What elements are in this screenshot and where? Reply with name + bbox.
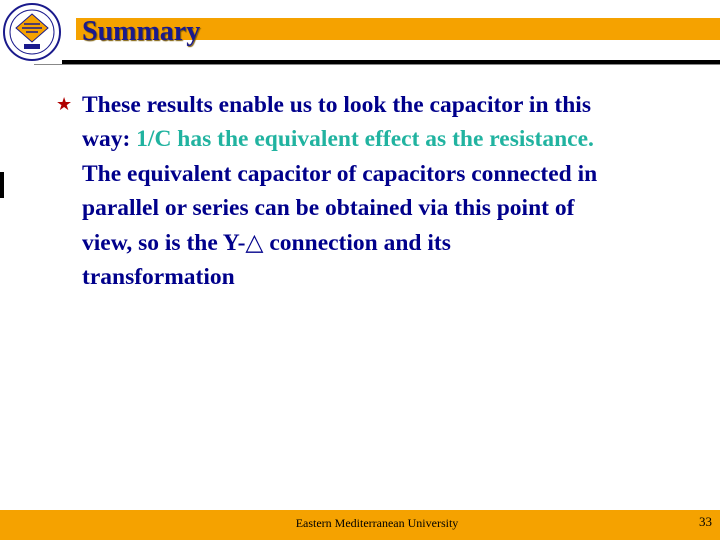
line-2-start: way: <box>82 126 137 153</box>
text-line <box>82 191 712 225</box>
highlighted-statement: 1/C has the equivalent effect as the resistance. <box>136 126 594 153</box>
star-bullet-icon: ★ <box>56 94 73 115</box>
line-1: These results enable us to look the capacitor in this <box>82 92 591 118</box>
text-line <box>82 260 712 294</box>
page-title: Summary <box>82 16 201 47</box>
text-line <box>82 225 712 260</box>
line-6: transformation <box>82 264 235 291</box>
left-edge-mark <box>0 172 4 198</box>
line-5-start: view, so is the Y- <box>82 230 246 257</box>
page-number: 33 <box>699 514 712 529</box>
text-line <box>82 157 712 191</box>
text-line <box>82 122 712 156</box>
line-4: parallel or series can be obtained via this point of <box>82 194 575 221</box>
delta-symbol: △ <box>245 228 264 257</box>
footer-institution: Eastern Mediterranean University <box>295 516 459 530</box>
summary-paragraph <box>82 88 712 295</box>
header-divider-thin <box>34 64 720 65</box>
university-logo <box>2 2 62 62</box>
line-5-end: connection and its <box>263 230 451 257</box>
text-line <box>82 88 712 122</box>
line-3: The equivalent capacitor of capacitors connected in <box>82 160 598 187</box>
